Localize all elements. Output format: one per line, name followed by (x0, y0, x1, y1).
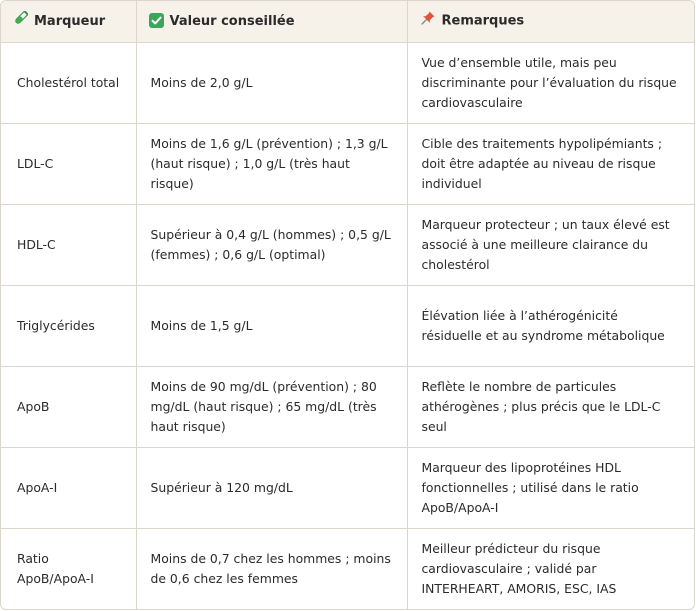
cell-marker: Triglycérides (1, 285, 136, 366)
cell-remarks: Vue d’ensemble utile, mais peu discriminante pour l’évaluation du risque cardiovasculaire (407, 42, 694, 123)
cell-marker: ApoA-I (1, 447, 136, 528)
cell-remarks: Meilleur prédicteur du risque cardiovasculaire ; validé par INTERHEART, AMORIS, ESC, IAS (421, 540, 617, 596)
column-header-marker-label: Marqueur (34, 13, 106, 29)
check-mark-icon (149, 13, 164, 28)
cell-value: Moins de 1,6 g/L (prévention) ; 1,3 g/L (haut risque) ; 1,0 g/L (très haut risque) (136, 123, 407, 204)
cell-marker: Cholestérol total (1, 42, 136, 123)
cell-value: Moins de 1,5 g/L (136, 285, 407, 366)
test-tube-icon (13, 11, 28, 30)
cell-remarks: Reflète le nombre de particules athérogènes ; plus précis que le LDL-C seul (407, 366, 694, 447)
column-header-marker (1, 1, 136, 42)
table-row (1, 366, 694, 447)
cell-marker: LDL-C (1, 123, 136, 204)
column-header-remarks (407, 1, 694, 42)
table-row (1, 447, 694, 528)
cell-value: Moins de 2,0 g/L (136, 42, 407, 123)
cell-marker: ApoB (1, 366, 136, 447)
table-row (1, 528, 694, 609)
cell-value: Supérieur à 120 mg/dL (136, 447, 407, 528)
cell-marker: HDL-C (1, 204, 136, 285)
pushpin-icon (420, 10, 436, 30)
cell-value: Moins de 90 mg/dL (prévention) ; 80 mg/dL (haut risque) ; 65 mg/dL (très haut risque) (136, 366, 407, 447)
cell-value: Supérieur à 0,4 g/L (hommes) ; 0,5 g/L (femmes) ; 0,6 g/L (optimal) (136, 204, 407, 285)
cell-remarks: Marqueur protecteur ; un taux élevé est associé à une meilleure clairance du cholestérol (407, 204, 694, 285)
table-row (1, 285, 694, 366)
column-header-remarks-label: Remarques (441, 13, 525, 29)
column-header-value-label: Valeur conseillée (169, 13, 295, 29)
table-header-row (1, 1, 694, 42)
column-header-value (136, 1, 407, 42)
cell-remarks: Marqueur des lipoprotéines HDL fonctionnelles ; utilisé dans le ratio ApoB/ApoA-I (407, 447, 694, 528)
cell-marker: Ratio ApoB/ApoA-I (1, 528, 136, 609)
cell-value: Moins de 0,7 chez les hommes ; moins de 0,6 chez les femmes (136, 528, 407, 609)
table-row (1, 123, 694, 204)
lipid-markers-table (1, 1, 694, 609)
table-row (1, 204, 694, 285)
table-row (1, 42, 694, 123)
cell-remarks: Élévation liée à l’athérogénicité résiduelle et au syndrome métabolique (407, 285, 694, 366)
cell-remarks: Cible des traitements hypolipémiants ; doit être adaptée au niveau de risque individuel (407, 123, 694, 204)
